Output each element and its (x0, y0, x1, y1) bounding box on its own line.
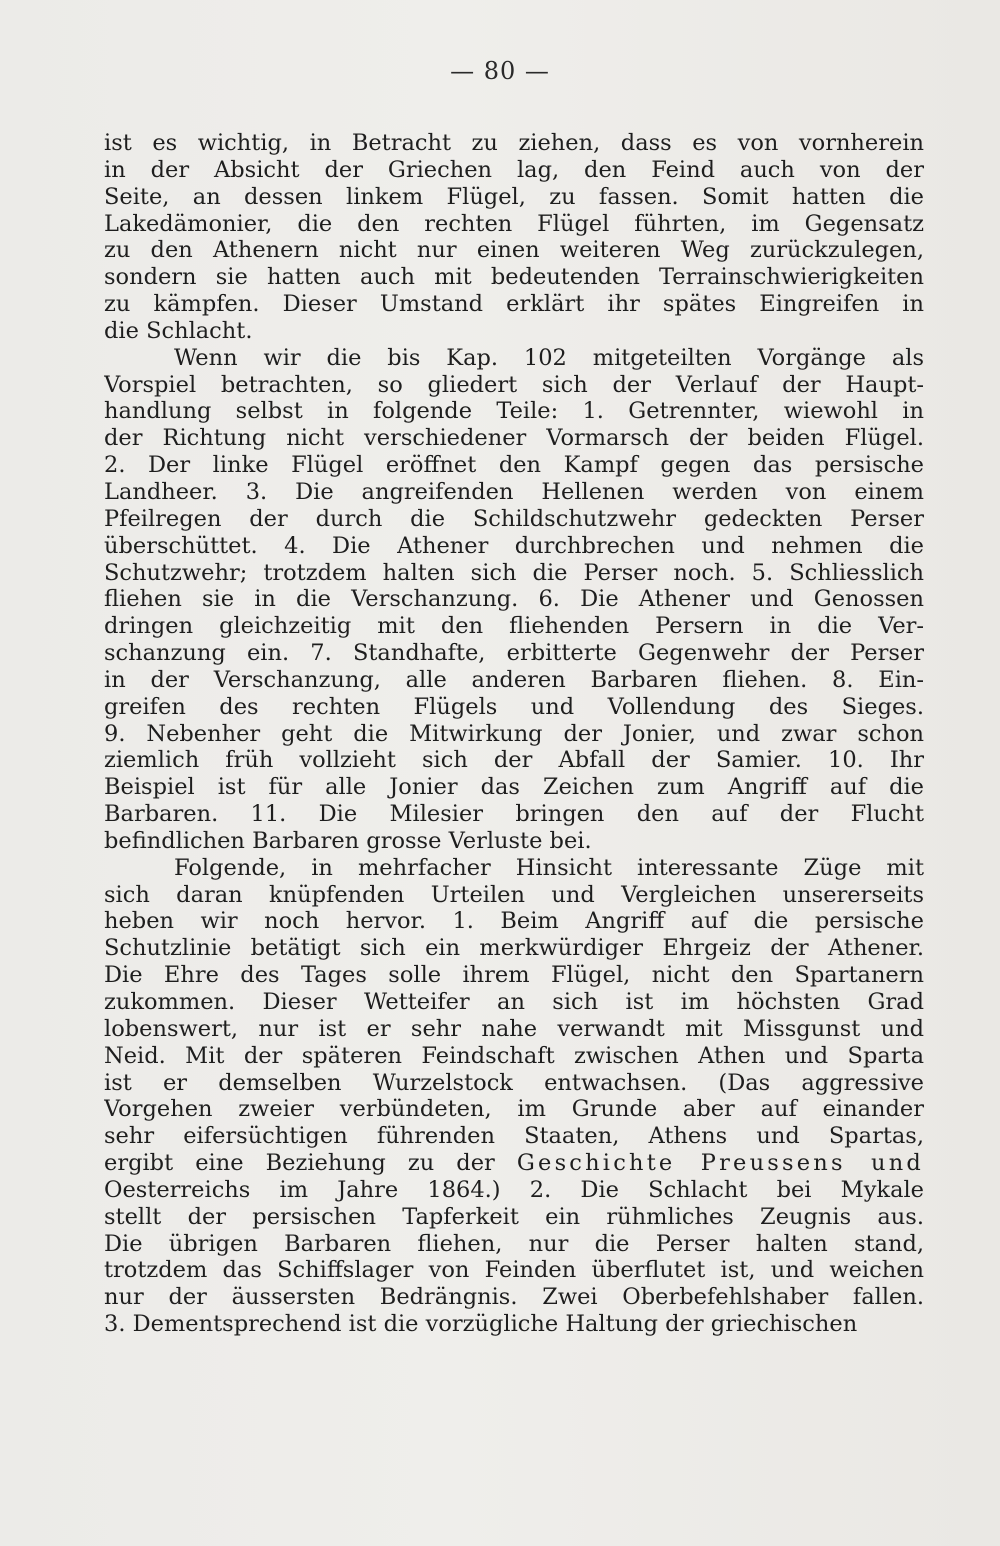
page-number: — 80 — (450, 57, 550, 85)
text-line: sondern sie hatten auch mit bedeutenden Terrainschwierigkeiten (104, 264, 924, 291)
text-line: nur der äussersten Bedrängnis. Zwei Oberbefehlshaber fallen. (104, 1284, 924, 1311)
text-line-with-spaced (104, 1150, 924, 1177)
text-line: Schutzwehr; trotzdem halten sich die Perser noch. 5. Schliesslich (104, 559, 924, 586)
text-line: befindlichen Barbaren grosse Verluste bei. (104, 827, 592, 854)
text-line: 3. Dementsprechend ist die vorzügliche Haltung der griechischen (104, 1311, 858, 1338)
text-line: dringen gleichzeitig mit den fliehenden Persern in die Ver- (104, 613, 924, 640)
text-line: 9. Nebenher geht die Mitwirkung der Jonier, und zwar schon (104, 720, 924, 747)
text-line: Die Ehre des Tages solle ihrem Flügel, nicht den Spartanern (104, 962, 924, 989)
text-line: Beispiel ist für alle Jonier das Zeichen zum Angriff auf die (104, 774, 924, 801)
text-line: heben wir noch hervor. 1. Beim Angriff auf die persische (104, 908, 924, 935)
text-line: Vorgehen zweier verbündeten, im Grunde aber auf einander (104, 1096, 924, 1123)
text-line: Die übrigen Barbaren fliehen, nur die Perser halten stand, (104, 1230, 924, 1257)
text-line: Schutzlinie betätigt sich ein merkwürdiger Ehrgeiz der Athener. (104, 935, 924, 962)
text-line: zukommen. Dieser Wetteifer an sich ist im höchsten Grad (104, 989, 924, 1015)
text-line: zu kämpfen. Dieser Umstand erklärt ihr spätes Eingreifen in (104, 291, 924, 318)
text-line: Barbaren. 11. Die Milesier bringen den auf der Flucht (104, 801, 924, 828)
text-line: Pfeilregen der durch die Schildschutzwehr gedeckten Perser (104, 505, 924, 532)
paragraph-start: Folgende, in mehrfacher Hinsicht interessante Züge mit (174, 854, 924, 881)
text-fragment: ergibt eine Beziehung zu der (104, 1150, 495, 1177)
text-line: Landheer. 3. Die angreifenden Hellenen werden von einem (104, 478, 924, 505)
text-line: Vorspiel betrachten, so gliedert sich der Verlauf der Haupt- (104, 371, 924, 398)
text-line: ist es wichtig, in Betracht zu ziehen, dass es von vornherein (104, 130, 924, 156)
text-line: ziemlich früh vollzieht sich der Abfall der Samier. 10. Ihr (104, 747, 924, 774)
text-line: Oesterreichs im Jahre 1864.) 2. Die Schlacht bei Mykale (104, 1176, 924, 1203)
text-line: 2. Der linke Flügel eröffnet den Kampf gegen das persische (104, 452, 924, 479)
text-line: greifen des rechten Flügels und Vollendung des Sieges. (104, 693, 924, 720)
text-line: stellt der persischen Tapferkeit ein rühmliches Zeugnis aus. (104, 1203, 924, 1230)
text-line: fliehen sie in die Verschanzung. 6. Die Athener und Genossen (104, 586, 924, 613)
text-line: Seite, an dessen linkem Flügel, zu fassen. Somit hatten die (104, 183, 924, 210)
text-line: Lakedämonier, die den rechten Flügel führten, im Gegensatz (104, 210, 924, 237)
text-line: ist er demselben Wurzelstock entwachsen. (Das aggressive (104, 1069, 924, 1096)
paragraph-start: Wenn wir die bis Kap. 102 mitgeteilten Vorgänge als (174, 344, 924, 371)
text-line: sehr eifersüchtigen führenden Staaten, Athens und Spartas, (104, 1123, 924, 1150)
text-line: lobenswert, nur ist er sehr nahe verwandt mit Missgunst und (104, 1015, 924, 1042)
spaced-emphasis: Geschichte Preussens und (516, 1150, 924, 1177)
body-text (104, 130, 924, 1338)
text-line: handlung selbst in folgende Teile: 1. Getrennter, wiewohl in (104, 398, 924, 425)
text-line: die Schlacht. (104, 317, 253, 344)
text-line: in der Absicht der Griechen lag, den Feind auch von der (104, 156, 924, 183)
text-line: trotzdem das Schiffslager von Feinden überflutet ist, und weichen (104, 1257, 924, 1284)
text-line: Neid. Mit der späteren Feindschaft zwischen Athen und Sparta (104, 1042, 924, 1069)
text-line: sich daran knüpfenden Urteilen und Vergleichen unsererseits (104, 881, 924, 908)
text-line: zu den Athenern nicht nur einen weiteren Weg zurückzulegen, (104, 237, 924, 264)
text-line: der Richtung nicht verschiedener Vormarsch der beiden Flügel. (104, 425, 924, 452)
text-line: überschüttet. 4. Die Athener durchbrechen und nehmen die (104, 532, 924, 559)
text-line: schanzung ein. 7. Standhafte, erbitterte Gegenwehr der Perser (104, 640, 924, 667)
text-line: in der Verschanzung, alle anderen Barbaren fliehen. 8. Ein- (104, 666, 924, 693)
